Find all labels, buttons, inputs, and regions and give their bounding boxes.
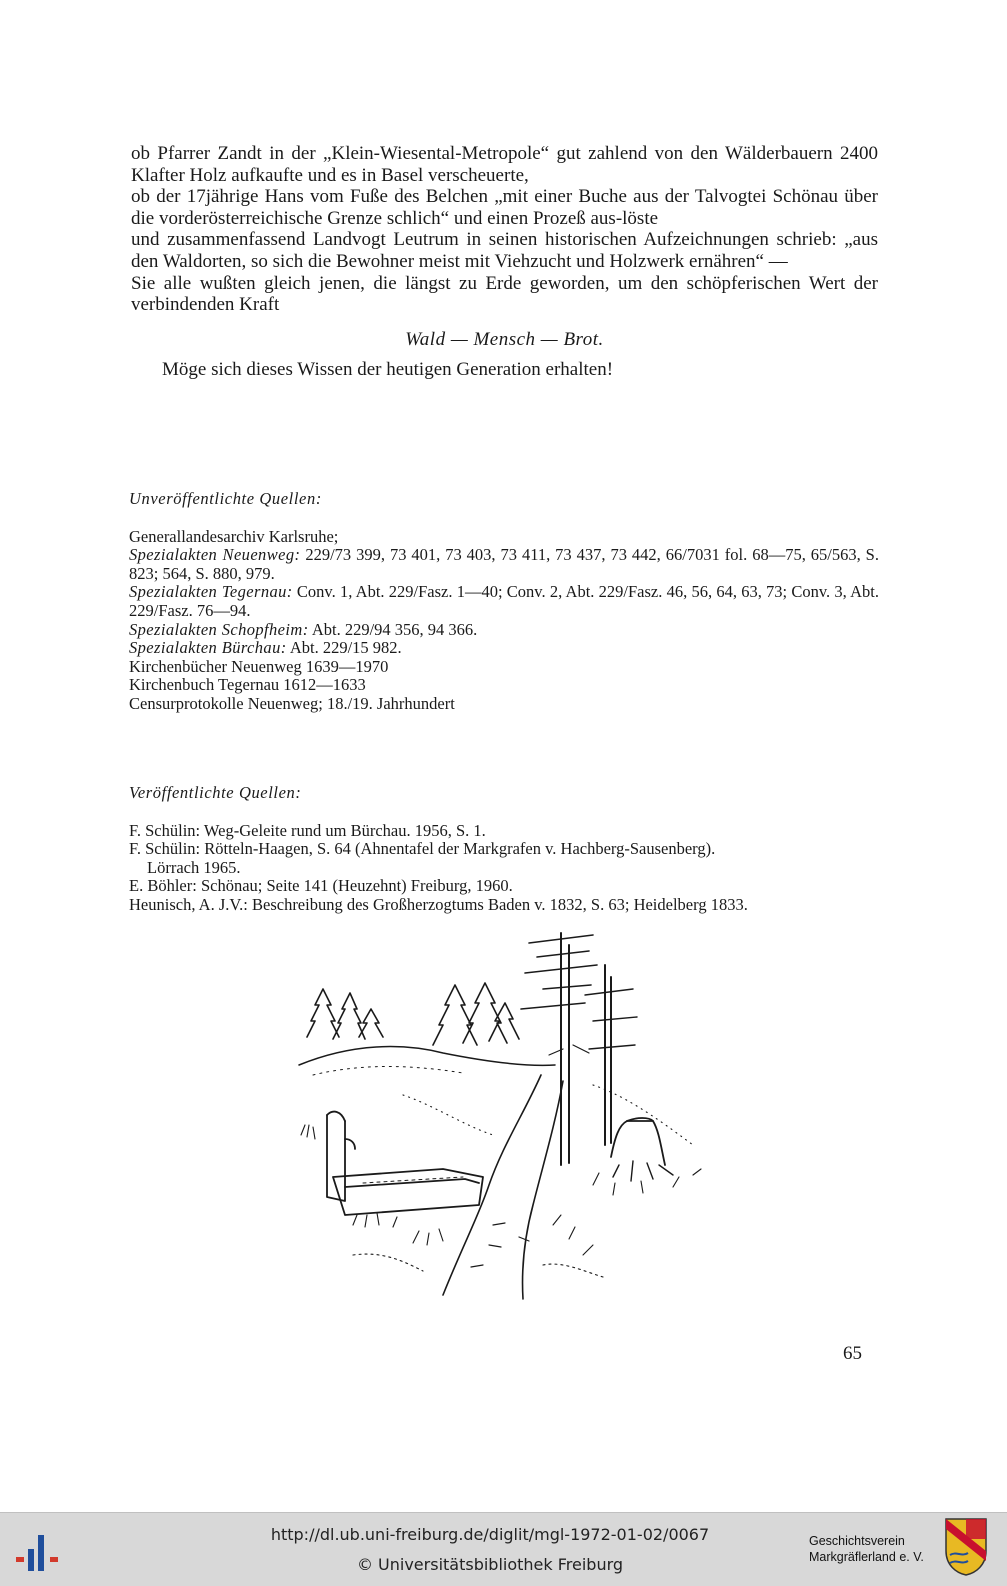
- source-text: Abt. 229/15 982.: [286, 638, 402, 658]
- page-number: 65: [843, 1343, 862, 1364]
- winding-path: [443, 1075, 563, 1299]
- unpublished-heading: Unveröffentlichte Quellen:: [129, 489, 322, 508]
- source-label: Spezialakten Schopfheim:: [129, 619, 309, 639]
- published-heading: Veröffentlichte Quellen:: [129, 783, 302, 802]
- published-entry: Heunisch, A. J.V.: Beschreibung des Großherzogtums Baden v. 1832, S. 63; Heidelberg 1833.: [129, 894, 748, 914]
- source-plain: Kirchenbuch Tegernau 1612—1633: [129, 675, 366, 695]
- source-label: Spezialakten Bürchau:: [129, 638, 287, 658]
- source-entry: [129, 546, 879, 583]
- society-line-1: Geschichtsverein: [809, 1534, 905, 1548]
- footer-bar: [0, 1512, 1007, 1586]
- paragraph-4: Sie alle wußten gleich jenen, die längst zu Erde geworden, um den schöpferischen Wert der verbindenden Kraft: [131, 272, 878, 316]
- source-text: Abt. 229/94 356, 94 366.: [308, 619, 478, 639]
- closing-sentence: Möge sich dieses Wissen der heutigen Generation erhalten!: [162, 359, 614, 381]
- copyright-notice: © Universitätsbibliothek Freiburg: [356, 1555, 624, 1574]
- source-plain: Censurprotokolle Neuenweg; 18./19. Jahrhundert: [129, 693, 455, 713]
- society-name: [809, 1533, 934, 1565]
- tree-stump: [611, 1118, 673, 1181]
- coat-of-arms-icon: [944, 1517, 988, 1577]
- paragraph-3: und zusammenfassend Landvogt Leutrum in seinen historischen Aufzeichnungen schrieb: „aus den Waldorten, so sich die Bewohner meist mit Viehzucht und Holzwerk ernähren“ —: [131, 229, 878, 272]
- archive-name: Generallandesarchiv Karlsruhe;: [129, 526, 339, 546]
- source-text: Conv. 1, Abt. 229/Fasz. 1—40; Conv. 2, Abt. 229/Fasz. 46, 56, 64, 63, 73; Conv. 3, Abt. 229/Fasz. 76—94.: [129, 582, 880, 620]
- paragraph-1: ob Pfarrer Zandt in der „Klein-Wiesental-Metropole“ gut zahlend von den Wälderbauern 2400 Klafter Holz aufkaufte und es in Basel verscheuerte,: [131, 143, 878, 186]
- paragraph-2: ob der 17jährige Hans vom Fuße des Belchen „mit einer Buche aus der Talvogtei Schönau über die vorderösterreichische Grenze schlich“ und einen Prozeß aus-löste: [131, 186, 878, 229]
- source-entry: [129, 621, 879, 640]
- published-entry: F. Schülin: Rötteln-Haagen, S. 64 (Ahnentafel der Markgrafen v. Hachberg-Sausenberg).: [129, 839, 716, 859]
- published-sources: [129, 784, 879, 915]
- distant-firs: [307, 983, 519, 1045]
- source-plain: Kirchenbücher Neuenweg 1639—1970: [129, 656, 389, 676]
- source-label: Spezialakten Tegernau:: [129, 582, 293, 602]
- document-url-link[interactable]: http://dl.ub.uni-freiburg.de/diglit/mgl-1972-01-02/0067: [270, 1525, 710, 1544]
- grass-hatching: [301, 1085, 701, 1277]
- source-entry: [129, 583, 879, 620]
- published-entry: E. Böhler: Schönau; Seite 141 (Heuzehnt) Freiburg, 1960.: [129, 876, 513, 896]
- fountain-trough: [327, 1112, 483, 1215]
- body-text: [131, 143, 878, 381]
- university-library-logo: [14, 1533, 64, 1573]
- source-entry: [129, 639, 879, 658]
- motto-line: Wald — Mensch — Brot.: [405, 328, 604, 350]
- published-entry: F. Schülin: Weg-Geleite rund um Bürchau. 1956, S. 1.: [129, 820, 486, 840]
- published-entry-continuation: Lörrach 1965.: [147, 857, 241, 877]
- society-line-2: Markgräflerland e. V.: [809, 1550, 924, 1564]
- hill-line: [299, 1047, 555, 1066]
- forest-fountain-illustration: [293, 925, 725, 1305]
- unpublished-sources: [129, 490, 879, 714]
- source-label: Spezialakten Neuenweg:: [129, 545, 301, 565]
- source-text: 229/73 399, 73 401, 73 403, 73 411, 73 437, 73 442, 66/7031 fol. 68—75, 65/563, S. 823; 564, S. 880, 979.: [129, 545, 879, 583]
